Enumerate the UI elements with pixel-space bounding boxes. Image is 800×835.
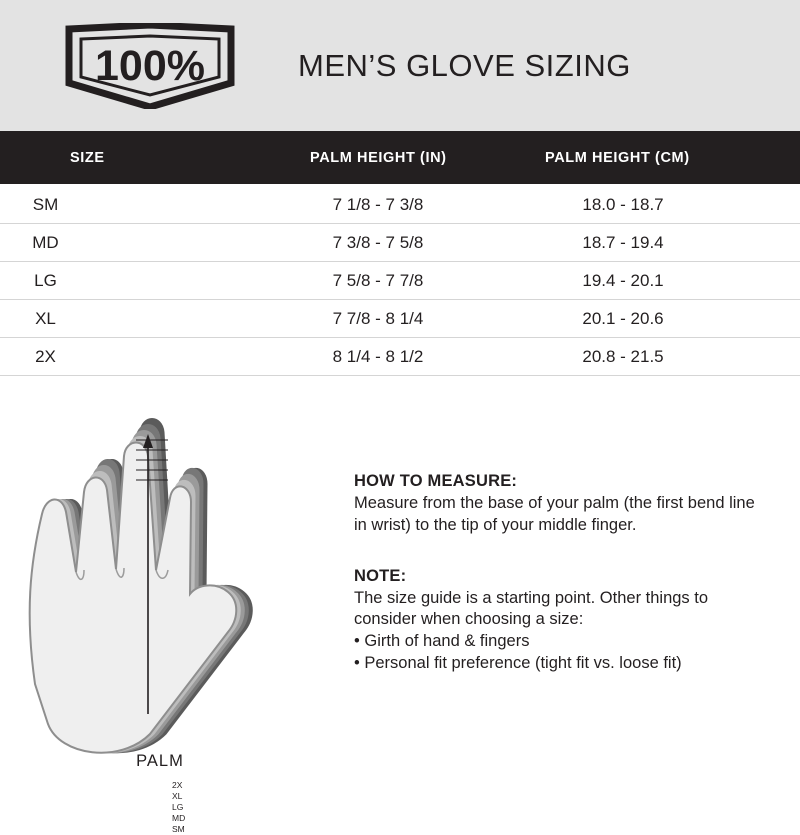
column-header-palm-cm [505, 131, 800, 184]
note-body: The size guide is a starting point. Other things to consider when choosing a size: [354, 588, 709, 629]
page-header [0, 0, 800, 131]
note-bullet-1: • Girth of hand & fingers [354, 632, 530, 651]
palm-caption: PALM [136, 752, 184, 770]
table-row [0, 224, 800, 262]
cell-size: 2X [0, 338, 250, 376]
column-header-size: SIZE [0, 131, 250, 184]
cell-palm-cm: 18.0 - 18.7 [505, 184, 800, 224]
cell-palm-in: 7 5/8 - 7 7/8 [250, 262, 505, 300]
table-row [0, 184, 800, 224]
note-bullet-2: • Personal fit preference (tight fit vs. loose fit) [354, 653, 682, 672]
size-tick-sm: SM [172, 824, 185, 834]
cell-palm-in: 7 7/8 - 8 1/4 [250, 300, 505, 338]
hand-outline-icon [0, 384, 350, 774]
table-row [0, 338, 800, 376]
cell-palm-in: 8 1/4 - 8 1/2 [250, 338, 505, 376]
size-tick-2x: 2X [172, 780, 183, 790]
cell-size: XL [0, 300, 250, 338]
note-title: NOTE: [354, 566, 407, 585]
brand-logo [0, 23, 290, 109]
cell-size: MD [0, 224, 250, 262]
size-tick-xl: XL [172, 791, 183, 801]
column-header-palm-in [250, 131, 505, 184]
cell-palm-cm: 18.7 - 19.4 [505, 224, 800, 262]
table-header-row [0, 131, 800, 184]
instructions-panel [350, 384, 800, 779]
table-row [0, 300, 800, 338]
column-header-palm-cm-label: PALM HEIGHT (CM) [545, 149, 690, 166]
size-tick-labels [172, 780, 185, 835]
cell-palm-cm: 20.1 - 20.6 [505, 300, 800, 338]
how-to-measure-body: Measure from the base of your palm (the first bend line in wrist) to the tip of your middle finger. [354, 494, 755, 534]
hundred-percent-logo-icon [61, 23, 239, 109]
lower-section [0, 376, 800, 834]
how-to-measure-title: HOW TO MEASURE: [354, 472, 518, 490]
cell-palm-cm: 19.4 - 20.1 [505, 262, 800, 300]
size-tick-lg: LG [172, 802, 184, 812]
size-tick-md: MD [172, 813, 186, 823]
table-row [0, 262, 800, 300]
column-header-palm-in-label: PALM HEIGHT (IN) [310, 149, 447, 166]
hand-diagram [0, 384, 350, 834]
svg-text:100%: 100% [95, 41, 205, 90]
cell-size: SM [0, 184, 250, 224]
cell-palm-in: 7 1/8 - 7 3/8 [250, 184, 505, 224]
cell-palm-cm: 20.8 - 21.5 [505, 338, 800, 376]
cell-palm-in: 7 3/8 - 7 5/8 [250, 224, 505, 262]
page-title: MEN’S GLOVE SIZING [298, 47, 631, 83]
cell-size: LG [0, 262, 250, 300]
spacer [354, 537, 760, 567]
sizing-table [0, 131, 800, 376]
